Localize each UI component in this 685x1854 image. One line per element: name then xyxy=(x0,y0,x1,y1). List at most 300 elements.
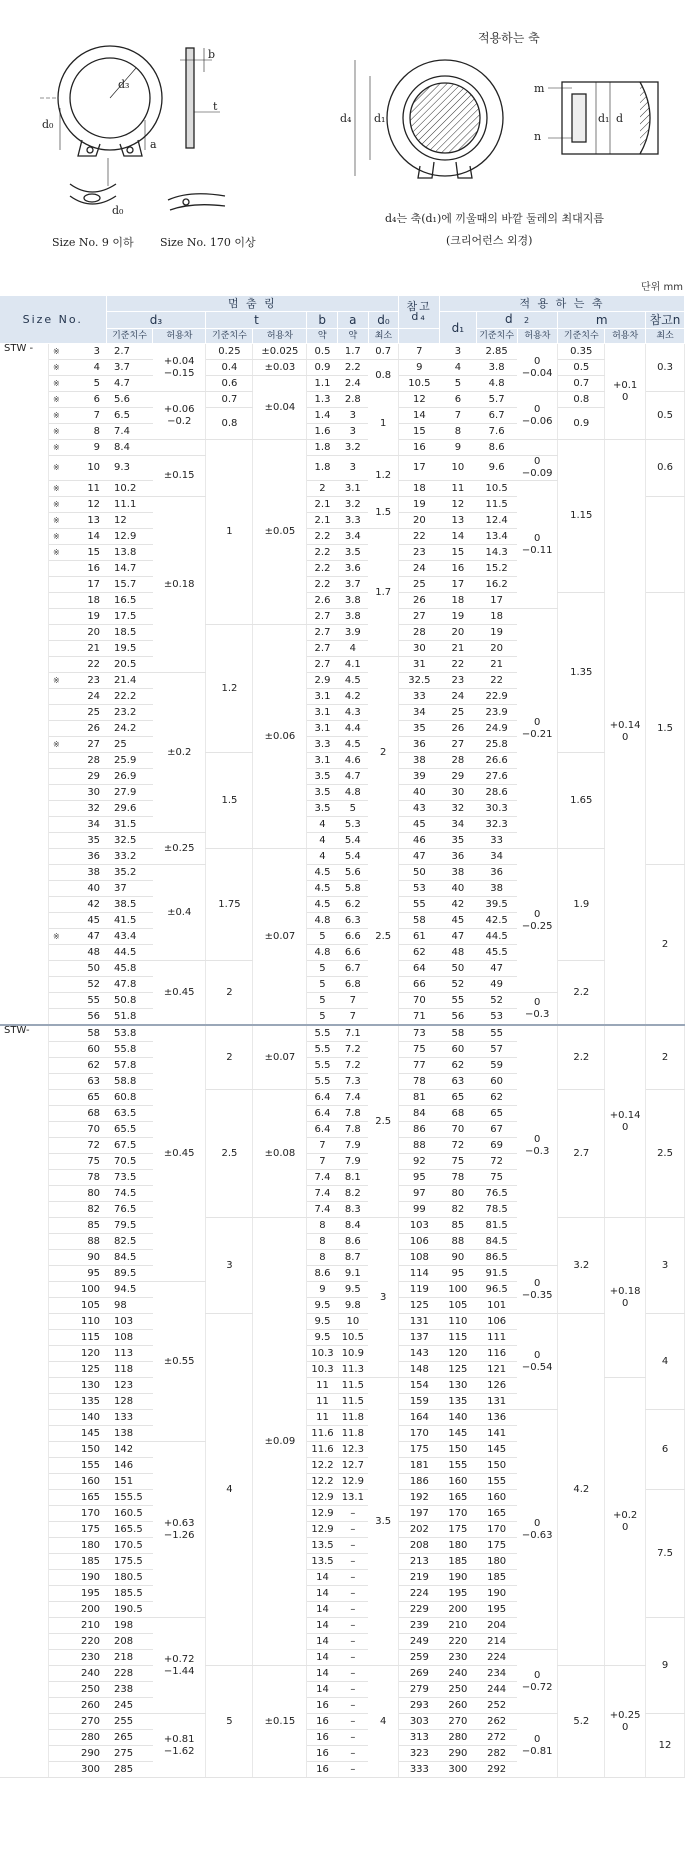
cell-tbase: 1 xyxy=(206,440,253,625)
d1-value: 180 xyxy=(440,1538,477,1554)
d4-value: 213 xyxy=(399,1554,440,1570)
cell-n: 1.5 xyxy=(646,593,685,865)
size-no: 14 xyxy=(63,529,106,545)
d1-value: 220 xyxy=(440,1634,477,1650)
b-value: 1.6 xyxy=(307,424,338,440)
d3-base: 74.5 xyxy=(106,1186,153,1202)
label-a: a xyxy=(150,138,157,151)
cell-n: 2.5 xyxy=(646,1090,685,1218)
a-value: – xyxy=(338,1730,369,1746)
mark-cell xyxy=(49,1234,63,1250)
d4-value: 303 xyxy=(399,1714,440,1730)
d3-base: 8.4 xyxy=(106,440,153,456)
d3-base: 84.5 xyxy=(106,1250,153,1266)
d4-value: 36 xyxy=(399,737,440,753)
a-value: – xyxy=(338,1506,369,1522)
d3-base: 89.5 xyxy=(106,1266,153,1282)
d3-base: 76.5 xyxy=(106,1202,153,1218)
d4-value: 78 xyxy=(399,1074,440,1090)
size-no: 145 xyxy=(63,1426,106,1442)
d2-base: 106 xyxy=(476,1314,517,1330)
d1-value: 270 xyxy=(440,1714,477,1730)
d2-base: 75 xyxy=(476,1170,517,1186)
b-value: 14 xyxy=(307,1650,338,1666)
mark-cell xyxy=(49,1266,63,1282)
size-no: 42 xyxy=(63,897,106,913)
d3-base: 65.5 xyxy=(106,1122,153,1138)
size-no: 22 xyxy=(63,657,106,673)
mark-cell xyxy=(49,1138,63,1154)
d2-base: 23.9 xyxy=(476,705,517,721)
cell-mbase: 0.7 xyxy=(558,376,605,392)
d1-value: 95 xyxy=(440,1266,477,1282)
cell-n: 7.5 xyxy=(646,1490,685,1618)
header-n-min: 최소 xyxy=(646,329,685,344)
d2-base: 10.5 xyxy=(476,481,517,497)
mark-cell xyxy=(49,1586,63,1602)
cell-tbase: 0.7 xyxy=(206,392,253,408)
a-value: 4.5 xyxy=(338,673,369,689)
d1-value: 135 xyxy=(440,1394,477,1410)
a-value: 7.2 xyxy=(338,1058,369,1074)
caption-large-size: Size No. 170 이상 xyxy=(160,236,256,249)
d4-value: 53 xyxy=(399,881,440,897)
d1-value: 7 xyxy=(440,408,477,424)
d4-value: 39 xyxy=(399,769,440,785)
b-value: 2.7 xyxy=(307,625,338,641)
a-value: 3.3 xyxy=(338,513,369,529)
cell-n xyxy=(646,497,685,593)
d4-value: 16 xyxy=(399,440,440,456)
size-no: 16 xyxy=(63,561,106,577)
d2-base: 145 xyxy=(476,1442,517,1458)
mark-cell xyxy=(49,593,63,609)
d2-base: 214 xyxy=(476,1634,517,1650)
d1-value: 300 xyxy=(440,1762,477,1778)
d1-value: 28 xyxy=(440,753,477,769)
d1-value: 90 xyxy=(440,1250,477,1266)
d3-base: 5.6 xyxy=(106,392,153,408)
d1-value: 29 xyxy=(440,769,477,785)
mark-cell xyxy=(49,1746,63,1762)
d4-value: 92 xyxy=(399,1154,440,1170)
label-d3: d₃ xyxy=(118,78,130,91)
label-d1: d₁ xyxy=(374,112,386,125)
mark-cell xyxy=(49,577,63,593)
b-value: 6.4 xyxy=(307,1090,338,1106)
cell-d3tol: +0.72 −1.44 xyxy=(153,1618,206,1714)
cell-mbase: 2.2 xyxy=(558,961,605,1026)
cell-ttol: ±0.15 xyxy=(253,1666,307,1778)
d2-base: 76.5 xyxy=(476,1186,517,1202)
size-no: 30 xyxy=(63,785,106,801)
header-d1: d₁ xyxy=(440,312,477,344)
d1-value: 240 xyxy=(440,1666,477,1682)
table-body xyxy=(0,344,685,1778)
b-value: 4.5 xyxy=(307,897,338,913)
d3-base: 47.8 xyxy=(106,977,153,993)
size-no: 6 xyxy=(63,392,106,408)
cell-d2tol: 0 −0.21 xyxy=(517,609,558,849)
mark-cell xyxy=(49,1554,63,1570)
d4-value: 20 xyxy=(399,513,440,529)
mark-cell xyxy=(49,833,63,849)
mark-cell: ※ xyxy=(49,392,63,408)
a-value: 6.7 xyxy=(338,961,369,977)
a-value: – xyxy=(338,1602,369,1618)
d1-value: 10 xyxy=(440,456,477,481)
size-no: 78 xyxy=(63,1170,106,1186)
b-value: 0.5 xyxy=(307,344,338,360)
cell-tbase: 0.6 xyxy=(206,376,253,392)
a-value: 9.1 xyxy=(338,1266,369,1282)
cell-mtol: +0.14 0 xyxy=(605,440,646,1026)
b-value: 11.6 xyxy=(307,1442,338,1458)
shaft-section xyxy=(410,83,480,153)
cell-n: 12 xyxy=(646,1714,685,1778)
d1-value: 56 xyxy=(440,1009,477,1026)
d1-value: 115 xyxy=(440,1330,477,1346)
b-value: 10.3 xyxy=(307,1346,338,1362)
cell-mbase: 0.35 xyxy=(558,344,605,360)
a-value: 7 xyxy=(338,993,369,1009)
b-value: 3.3 xyxy=(307,737,338,753)
d1-value: 78 xyxy=(440,1170,477,1186)
d4-value: 95 xyxy=(399,1170,440,1186)
series-label: STW- xyxy=(0,1025,49,1778)
d4-value: 23 xyxy=(399,545,440,561)
cell-ttol: ±0.03 xyxy=(253,360,307,376)
a-value: 8.7 xyxy=(338,1250,369,1266)
d1-value: 45 xyxy=(440,913,477,929)
b-value: 14 xyxy=(307,1602,338,1618)
d2-base: 17 xyxy=(476,593,517,609)
b-value: 2.7 xyxy=(307,641,338,657)
header-shaft: 적 용 하 는 축 xyxy=(440,296,685,312)
cell-mbase: 0.8 xyxy=(558,392,605,408)
size-no: 85 xyxy=(63,1218,106,1234)
a-value: 8.2 xyxy=(338,1186,369,1202)
a-value: 3.1 xyxy=(338,481,369,497)
header-m-base: 기준치수 xyxy=(558,329,605,344)
cell-d3tol: ±0.25 xyxy=(153,833,206,865)
mark-cell xyxy=(49,1634,63,1650)
b-value: 1.4 xyxy=(307,408,338,424)
b-value: 2.7 xyxy=(307,657,338,673)
a-value: 4.7 xyxy=(338,769,369,785)
d4-value: 24 xyxy=(399,561,440,577)
d4-value: 259 xyxy=(399,1650,440,1666)
d1-value: 21 xyxy=(440,641,477,657)
cell-tbase: 2.5 xyxy=(206,1090,253,1218)
cell-d2tol: 0 −0.72 xyxy=(517,1650,558,1714)
d3-base: 128 xyxy=(106,1394,153,1410)
d4-value: 137 xyxy=(399,1330,440,1346)
d4-value: 229 xyxy=(399,1602,440,1618)
d2-base: 78.5 xyxy=(476,1202,517,1218)
size-no: 150 xyxy=(63,1442,106,1458)
a-value: 5.3 xyxy=(338,817,369,833)
a-value: 5.4 xyxy=(338,833,369,849)
b-value: 11.6 xyxy=(307,1426,338,1442)
d4-value: 197 xyxy=(399,1506,440,1522)
b-value: 10.3 xyxy=(307,1362,338,1378)
size-no: 21 xyxy=(63,641,106,657)
mark-cell xyxy=(49,1009,63,1026)
d1-value: 125 xyxy=(440,1362,477,1378)
d3-base: 32.5 xyxy=(106,833,153,849)
a-value: 7.9 xyxy=(338,1154,369,1170)
a-value: 5 xyxy=(338,801,369,817)
d1-value: 110 xyxy=(440,1314,477,1330)
b-value: 2.1 xyxy=(307,497,338,513)
size-no: 62 xyxy=(63,1058,106,1074)
cell-d3tol: +0.63 −1.26 xyxy=(153,1442,206,1618)
size-no: 115 xyxy=(63,1330,106,1346)
d2-base: 52 xyxy=(476,993,517,1009)
d3-base: 245 xyxy=(106,1698,153,1714)
d3-base: 63.5 xyxy=(106,1106,153,1122)
header-a: a xyxy=(338,312,369,329)
header-ref-n: 참고n xyxy=(646,312,685,329)
a-value: 11.8 xyxy=(338,1426,369,1442)
d4-value: 43 xyxy=(399,801,440,817)
table-row xyxy=(0,440,685,456)
a-value: 9.5 xyxy=(338,1282,369,1298)
mark-cell xyxy=(49,1218,63,1234)
d2-base: 24.9 xyxy=(476,721,517,737)
d3-base: 41.5 xyxy=(106,913,153,929)
shaft-title: 적용하는 축 xyxy=(478,31,540,45)
a-value: 4.2 xyxy=(338,689,369,705)
cell-d0: 3 xyxy=(368,1218,399,1378)
d2-base: 26.6 xyxy=(476,753,517,769)
a-value: 7.1 xyxy=(338,1025,369,1042)
d1-value: 14 xyxy=(440,529,477,545)
d1-value: 230 xyxy=(440,1650,477,1666)
d3-base: 238 xyxy=(106,1682,153,1698)
a-value: 2.4 xyxy=(338,376,369,392)
cell-tbase: 2 xyxy=(206,961,253,1026)
b-value: 6.4 xyxy=(307,1106,338,1122)
cell-mtol: +0.14 0 xyxy=(605,1025,646,1218)
a-value: 8.1 xyxy=(338,1170,369,1186)
a-value: 12.3 xyxy=(338,1442,369,1458)
header-d3-tol: 허용차 xyxy=(153,329,206,344)
table-row xyxy=(0,392,685,408)
d3-base: 50.8 xyxy=(106,993,153,1009)
cell-tbase: 5 xyxy=(206,1666,253,1778)
d2-base: 111 xyxy=(476,1330,517,1346)
b-value: 9.5 xyxy=(307,1298,338,1314)
d1-value: 48 xyxy=(440,945,477,961)
d1-value: 30 xyxy=(440,785,477,801)
b-value: 5 xyxy=(307,977,338,993)
d2-base: 2.85 xyxy=(476,344,517,360)
table-row xyxy=(0,753,685,769)
d4-value: 99 xyxy=(399,1202,440,1218)
size-no: 45 xyxy=(63,913,106,929)
mark-cell xyxy=(49,1090,63,1106)
d1-value: 140 xyxy=(440,1410,477,1426)
b-value: 9.5 xyxy=(307,1314,338,1330)
a-value: 4.5 xyxy=(338,737,369,753)
d1-value: 175 xyxy=(440,1522,477,1538)
b-value: 7.4 xyxy=(307,1186,338,1202)
size-no: 80 xyxy=(63,1186,106,1202)
unit-label: 단위 mm xyxy=(641,282,683,293)
b-value: 1.1 xyxy=(307,376,338,392)
d3-base: 146 xyxy=(106,1458,153,1474)
mark-cell xyxy=(49,1714,63,1730)
cell-d2tol: 0 −0.3 xyxy=(517,1025,558,1266)
size-no: 75 xyxy=(63,1154,106,1170)
a-value: 4.3 xyxy=(338,705,369,721)
b-value: 5 xyxy=(307,1009,338,1026)
cell-n: 0.6 xyxy=(646,440,685,497)
b-value: 16 xyxy=(307,1762,338,1778)
d4-value: 84 xyxy=(399,1106,440,1122)
mark-cell xyxy=(49,993,63,1009)
d2-base: 22.9 xyxy=(476,689,517,705)
d4-value: 66 xyxy=(399,977,440,993)
d3-base: 58.8 xyxy=(106,1074,153,1090)
size-no: 29 xyxy=(63,769,106,785)
a-value: 7.9 xyxy=(338,1138,369,1154)
mark-cell xyxy=(49,1250,63,1266)
cell-tbase: 0.25 xyxy=(206,344,253,360)
d2-base: 136 xyxy=(476,1410,517,1426)
a-value: 7.8 xyxy=(338,1122,369,1138)
d3-base: 27.9 xyxy=(106,785,153,801)
b-value: 5.5 xyxy=(307,1042,338,1058)
d2-base: 21 xyxy=(476,657,517,673)
d2-base: 224 xyxy=(476,1650,517,1666)
d1-value: 62 xyxy=(440,1058,477,1074)
d4-value: 10.5 xyxy=(399,376,440,392)
b-value: 14 xyxy=(307,1618,338,1634)
size-no: 56 xyxy=(63,1009,106,1026)
a-value: 1.7 xyxy=(338,344,369,360)
b-value: 5 xyxy=(307,961,338,977)
mark-cell: ※ xyxy=(49,440,63,456)
size-no: 48 xyxy=(63,945,106,961)
d2-base: 72 xyxy=(476,1154,517,1170)
d2-base: 13.4 xyxy=(476,529,517,545)
mark-cell xyxy=(49,657,63,673)
size-no: 10 xyxy=(63,456,106,481)
d2-base: 34 xyxy=(476,849,517,865)
b-value: 5.5 xyxy=(307,1058,338,1074)
d2-base: 27.6 xyxy=(476,769,517,785)
size-no: 72 xyxy=(63,1138,106,1154)
d4-value: 33 xyxy=(399,689,440,705)
header-d0-min: 최소 xyxy=(368,329,399,344)
b-value: 11 xyxy=(307,1378,338,1394)
b-value: 0.9 xyxy=(307,360,338,376)
cell-ttol: ±0.04 xyxy=(253,376,307,440)
b-value: 3.5 xyxy=(307,785,338,801)
size-no: 20 xyxy=(63,625,106,641)
d2-base: 180 xyxy=(476,1554,517,1570)
cell-d3tol: ±0.18 xyxy=(153,497,206,673)
b-value: 12.2 xyxy=(307,1458,338,1474)
d2-base: 16.2 xyxy=(476,577,517,593)
a-value: 7.2 xyxy=(338,1042,369,1058)
d2-base: 6.7 xyxy=(476,408,517,424)
d1-value: 100 xyxy=(440,1282,477,1298)
d3-base: 7.4 xyxy=(106,424,153,440)
cell-d2tol: 0 −0.81 xyxy=(517,1714,558,1778)
d2-base: 282 xyxy=(476,1746,517,1762)
d4-value: 14 xyxy=(399,408,440,424)
mark-cell xyxy=(49,1394,63,1410)
header-m-tol: 허용차 xyxy=(605,329,646,344)
b-value: 2.2 xyxy=(307,529,338,545)
cell-mbase: 3.2 xyxy=(558,1218,605,1314)
size-no: 210 xyxy=(63,1618,106,1634)
d1-value: 170 xyxy=(440,1506,477,1522)
a-value: – xyxy=(338,1698,369,1714)
header-d2: d 2 xyxy=(476,312,558,329)
d2-base: 126 xyxy=(476,1378,517,1394)
header-t-tol: 허용차 xyxy=(253,329,307,344)
d3-base: 113 xyxy=(106,1346,153,1362)
a-value: 6.6 xyxy=(338,945,369,961)
mark-cell: ※ xyxy=(49,545,63,561)
d2-base: 252 xyxy=(476,1698,517,1714)
mark-cell: ※ xyxy=(49,929,63,945)
a-value: 10 xyxy=(338,1314,369,1330)
d4-value: 86 xyxy=(399,1122,440,1138)
d3-base: 180.5 xyxy=(106,1570,153,1586)
size-no: 13 xyxy=(63,513,106,529)
b-value: 8 xyxy=(307,1250,338,1266)
mark-cell xyxy=(49,625,63,641)
label-b: b xyxy=(208,48,216,61)
d2-base: 60 xyxy=(476,1074,517,1090)
d3-base: 55.8 xyxy=(106,1042,153,1058)
d2-base: 59 xyxy=(476,1058,517,1074)
d4-value: 7 xyxy=(399,344,440,360)
cell-d0: 3.5 xyxy=(368,1378,399,1666)
d3-base: 43.4 xyxy=(106,929,153,945)
d3-base: 9.3 xyxy=(106,456,153,481)
cell-d0: 0.7 xyxy=(368,344,399,360)
d3-base: 94.5 xyxy=(106,1282,153,1298)
d2-base: 234 xyxy=(476,1666,517,1682)
header-d2-tol: 허용차 xyxy=(517,329,558,344)
b-value: 2.2 xyxy=(307,545,338,561)
d1-value: 20 xyxy=(440,625,477,641)
b-value: 12.2 xyxy=(307,1474,338,1490)
b-value: 5 xyxy=(307,993,338,1009)
cell-d3tol: ±0.45 xyxy=(153,1025,206,1282)
d4-value: 55 xyxy=(399,897,440,913)
a-value: 11.5 xyxy=(338,1378,369,1394)
size-no: 270 xyxy=(63,1714,106,1730)
cell-mbase: 0.9 xyxy=(558,408,605,440)
mark-cell xyxy=(49,1298,63,1314)
size-no: 11 xyxy=(63,481,106,497)
a-value: – xyxy=(338,1634,369,1650)
a-value: 11.3 xyxy=(338,1362,369,1378)
b-value: 2 xyxy=(307,481,338,497)
mark-cell: ※ xyxy=(49,513,63,529)
a-value: 7 xyxy=(338,1009,369,1026)
cell-mtol: +0.25 0 xyxy=(605,1666,646,1778)
b-value: 11 xyxy=(307,1394,338,1410)
